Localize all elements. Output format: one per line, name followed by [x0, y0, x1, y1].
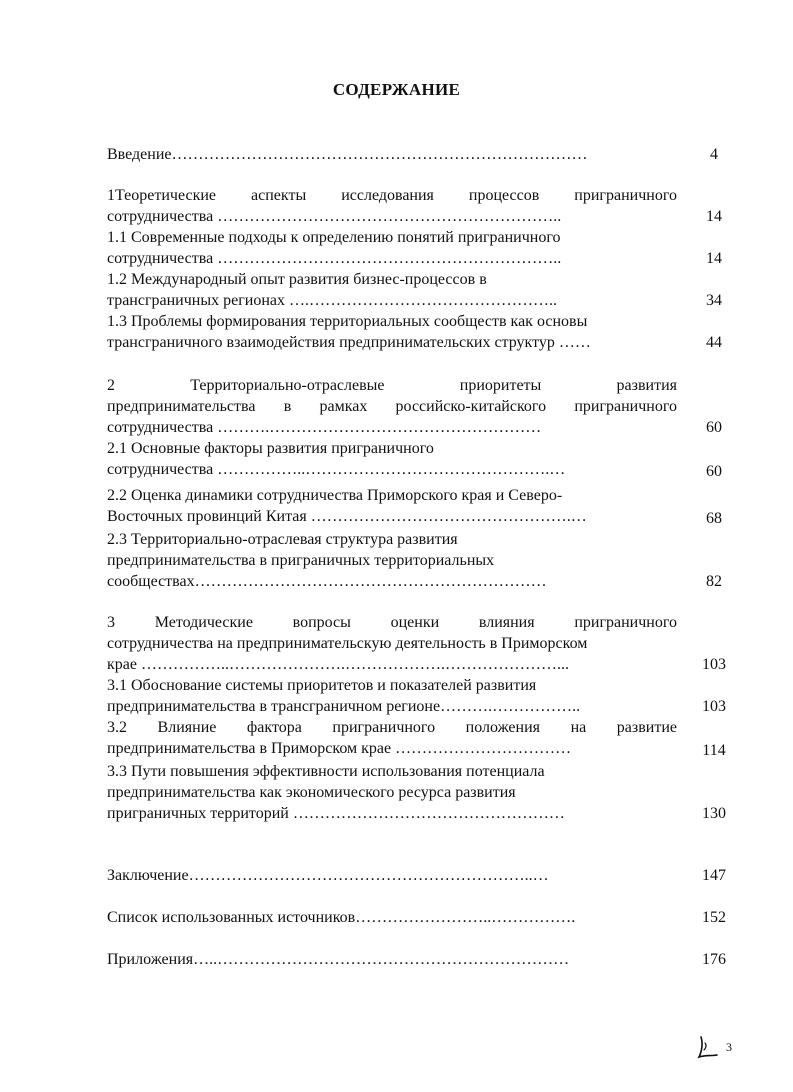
- toc-line: приграничных территорий ……………………………………………: [107, 805, 565, 822]
- toc-line: 1.3 Проблемы формирования территориальных сообществ как основы: [107, 313, 588, 330]
- toc-entry-chapter-2[interactable]: [107, 375, 677, 438]
- toc-entry-section-1-3[interactable]: [107, 311, 677, 353]
- toc-page-number: 82: [706, 573, 722, 590]
- toc-entry-section-2-1[interactable]: [107, 438, 677, 480]
- toc-entry-conclusion[interactable]: [107, 865, 677, 886]
- toc-line: трансграничных регионах ….………………………………………..: [107, 292, 557, 309]
- toc-line: 3.1 Обоснование системы приоритетов и показателей развития: [107, 677, 537, 694]
- toc-entry-section-2-2[interactable]: [107, 485, 677, 527]
- toc-line: 2.2 Оценка динамики сотрудничества Приморского края и Северо-: [107, 487, 563, 504]
- toc-page-number: 14: [706, 250, 722, 267]
- toc-line: Список использованных источников……………………..…………….: [107, 909, 576, 926]
- toc-entry-section-1-1[interactable]: [107, 227, 677, 269]
- toc-line: 3.2 Влияние фактора приграничного положения на развитие: [107, 719, 677, 736]
- toc-entry-introduction[interactable]: [107, 144, 677, 165]
- toc-page-number: 103: [702, 656, 726, 673]
- toc-page-number: 4: [710, 146, 718, 163]
- toc-line: 3 Методические вопросы оценки влияния приграничного: [107, 614, 677, 631]
- toc-page-number: 103: [702, 698, 726, 715]
- toc-line: сотрудничества ……………..……………………………………….…: [107, 461, 566, 478]
- toc-line: сотрудничества ………………………………………………………..: [107, 250, 562, 267]
- toc-line: 2.1 Основные факторы развития приграничного: [107, 440, 434, 457]
- toc-page-number: 130: [702, 805, 726, 822]
- toc-entry-references[interactable]: [107, 907, 677, 928]
- toc-line: Введение……………………………………………………………………: [107, 146, 588, 163]
- toc-line: предпринимательства в трансграничном регионе……….……………..: [107, 698, 581, 715]
- toc-entry-section-2-3[interactable]: [107, 529, 677, 592]
- toc-line: предпринимательства в рамках российско-китайского приграничного: [107, 398, 677, 415]
- toc-line: 3.3 Пути повышения эффективности использования потенциала: [107, 763, 545, 780]
- toc-line: сообществах…………………………………………………………: [107, 573, 547, 590]
- toc-entry-section-3-2[interactable]: [107, 717, 677, 759]
- toc-line: сотрудничества ………………………………………………………..: [107, 208, 562, 225]
- toc-entry-chapter-3[interactable]: [107, 612, 677, 675]
- toc-entry-appendices[interactable]: [107, 949, 677, 970]
- toc-page-number: 68: [706, 510, 722, 527]
- toc-line: трансграничного взаимодействия предпринимательских структур ……: [107, 334, 591, 351]
- toc-line: сотрудничества ……….……………………………………………: [107, 419, 542, 436]
- toc-line: сотрудничества на предпринимательскую деятельность в Приморском: [107, 635, 588, 652]
- toc-page-number: 60: [706, 419, 722, 436]
- toc-line: 1.2 Международный опыт развития бизнес-процессов в: [107, 271, 487, 288]
- toc-page-number: 176: [702, 951, 726, 968]
- toc-page-number: 147: [702, 867, 726, 884]
- toc-line: Заключение………………………………………………………..…: [107, 867, 549, 884]
- toc-page-number: 60: [706, 463, 722, 480]
- toc-line: предпринимательства как экономического ресурса развития: [107, 784, 516, 801]
- page-title: СОДЕРЖАНИЕ: [332, 80, 461, 99]
- toc-entry-section-1-2[interactable]: [107, 269, 677, 311]
- toc-page-number: 14: [706, 208, 722, 225]
- toc-line: Восточных провинций Китая ………………………………………….…: [107, 508, 587, 525]
- toc-entry-chapter-1[interactable]: [107, 185, 677, 227]
- toc-line: 2.3 Территориально-отраслевая структура развития: [107, 531, 458, 548]
- toc-line: 1.1 Современные подходы к определению понятий приграничного: [107, 229, 561, 246]
- page-number: 3: [726, 1040, 732, 1054]
- toc-page-number: 34: [706, 292, 722, 309]
- toc-line: предпринимательства в приграничных территориальных: [107, 552, 495, 569]
- toc-line: 1Теоретические аспекты исследования процессов приграничного: [107, 187, 677, 204]
- toc-entry-section-3-1[interactable]: [107, 675, 677, 717]
- toc-entry-section-3-3[interactable]: [107, 761, 677, 824]
- toc-line: крае ……………..………………….……………….…………………...: [107, 656, 569, 673]
- toc-line: предпринимательства в Приморском крае ……………………………: [107, 740, 572, 757]
- toc-line: Приложения…..…………………………………………………………: [107, 951, 570, 968]
- toc-page-number: 114: [702, 742, 726, 759]
- toc-page-number: 152: [702, 909, 726, 926]
- toc-page-number: 44: [706, 334, 722, 351]
- toc-line: 2 Территориально-отраслевые приоритеты развития: [107, 377, 677, 394]
